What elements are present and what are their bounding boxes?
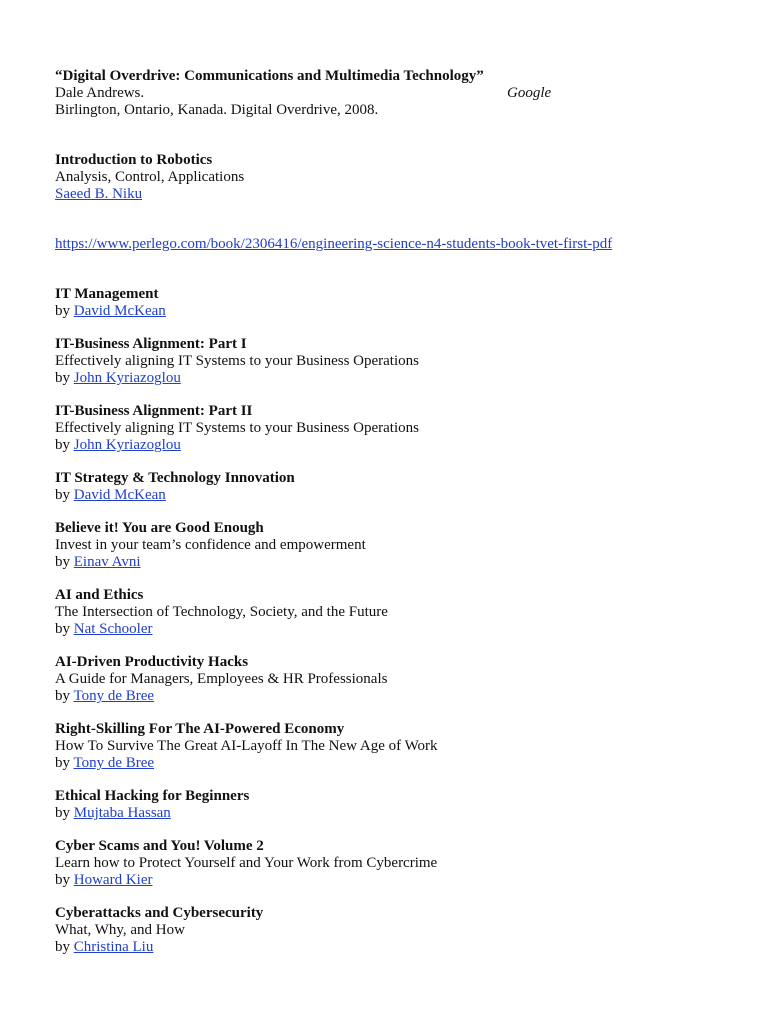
book-subtitle: Invest in your team’s confidence and empowerment [55, 537, 366, 553]
reference-publication: Birlington, Ontario, Kanada. Digital Overdrive, 2008. [55, 102, 379, 118]
book-title: IT Management [55, 286, 159, 302]
book-author-link[interactable]: David McKean [73, 303, 166, 319]
book-entry [55, 286, 715, 320]
reference-digital-overdrive [55, 68, 715, 119]
robotics-author-link[interactable]: Saeed B. Niku [55, 186, 143, 202]
book-author-link[interactable]: John Kyriazoglou [73, 437, 181, 453]
book-title: Cyber Scams and You! Volume 2 [55, 838, 264, 854]
reference-title: “Digital Overdrive: Communications and Multimedia Technology” [55, 68, 484, 84]
by-label: by [55, 554, 70, 570]
book-title: IT-Business Alignment: Part II [55, 403, 253, 419]
book-entry [55, 520, 715, 571]
book-title: IT Strategy & Technology Innovation [55, 470, 295, 486]
robotics-title: Introduction to Robotics [55, 152, 213, 168]
book-author-link[interactable]: John Kyriazoglou [73, 370, 181, 386]
book-title: Ethical Hacking for Beginners [55, 788, 250, 804]
by-label: by [55, 487, 70, 503]
book-byline [55, 437, 715, 454]
perlego-url-link[interactable]: https://www.perlego.com/book/2306416/engineering-science-n4-students-book-tvet-first-pdf [55, 236, 613, 252]
book-title: AI-Driven Productivity Hacks [55, 654, 249, 670]
robotics-subtitle: Analysis, Control, Applications [55, 169, 245, 185]
book-author-link[interactable]: Nat Schooler [73, 621, 153, 637]
book-author-link[interactable]: Christina Liu [73, 939, 154, 955]
book-list [55, 286, 715, 956]
book-title: AI and Ethics [55, 587, 144, 603]
book-subtitle: How To Survive The Great AI-Layoff In The New Age of Work [55, 738, 438, 754]
by-label: by [55, 755, 70, 771]
book-entry [55, 905, 715, 956]
reference-author: Dale Andrews. [55, 85, 145, 101]
book-byline [55, 487, 715, 504]
by-label: by [55, 688, 70, 704]
by-label: by [55, 437, 70, 453]
by-label: by [55, 805, 70, 821]
book-byline [55, 621, 715, 638]
book-subtitle: Effectively aligning IT Systems to your Business Operations [55, 353, 419, 369]
book-title: Cyberattacks and Cybersecurity [55, 905, 264, 921]
book-entry [55, 587, 715, 638]
reference-robotics [55, 152, 715, 203]
book-byline [55, 554, 715, 571]
book-entry [55, 336, 715, 387]
book-author-link[interactable]: Tony de Bree [73, 688, 155, 704]
book-title: Right-Skilling For The AI-Powered Economy [55, 721, 345, 737]
book-byline [55, 872, 715, 889]
by-label: by [55, 370, 70, 386]
book-subtitle: A Guide for Managers, Employees & HR Professionals [55, 671, 388, 687]
document-page [55, 68, 715, 956]
book-subtitle: What, Why, and How [55, 922, 185, 938]
google-label: Google [507, 85, 552, 101]
book-entry [55, 838, 715, 889]
book-byline [55, 688, 715, 705]
book-title: IT-Business Alignment: Part I [55, 336, 247, 352]
reference-author-line [55, 85, 715, 102]
book-entry [55, 654, 715, 705]
book-byline [55, 805, 715, 822]
by-label: by [55, 621, 70, 637]
book-byline [55, 755, 715, 772]
book-title: Believe it! You are Good Enough [55, 520, 264, 536]
book-entry [55, 403, 715, 454]
book-subtitle: Learn how to Protect Yourself and Your Work from Cybercrime [55, 855, 438, 871]
book-subtitle: Effectively aligning IT Systems to your Business Operations [55, 420, 419, 436]
book-author-link[interactable]: Mujtaba Hassan [73, 805, 171, 821]
book-entry [55, 470, 715, 504]
book-subtitle: The Intersection of Technology, Society, and the Future [55, 604, 388, 620]
book-author-link[interactable]: David McKean [73, 487, 166, 503]
book-author-link[interactable]: Tony de Bree [73, 755, 155, 771]
book-byline [55, 370, 715, 387]
book-author-link[interactable]: Einav Avni [73, 554, 141, 570]
by-label: by [55, 303, 70, 319]
book-author-link[interactable]: Howard Kier [73, 872, 153, 888]
book-entry [55, 788, 715, 822]
book-entry [55, 721, 715, 772]
book-byline [55, 939, 715, 956]
by-label: by [55, 939, 70, 955]
book-byline [55, 303, 715, 320]
by-label: by [55, 872, 70, 888]
